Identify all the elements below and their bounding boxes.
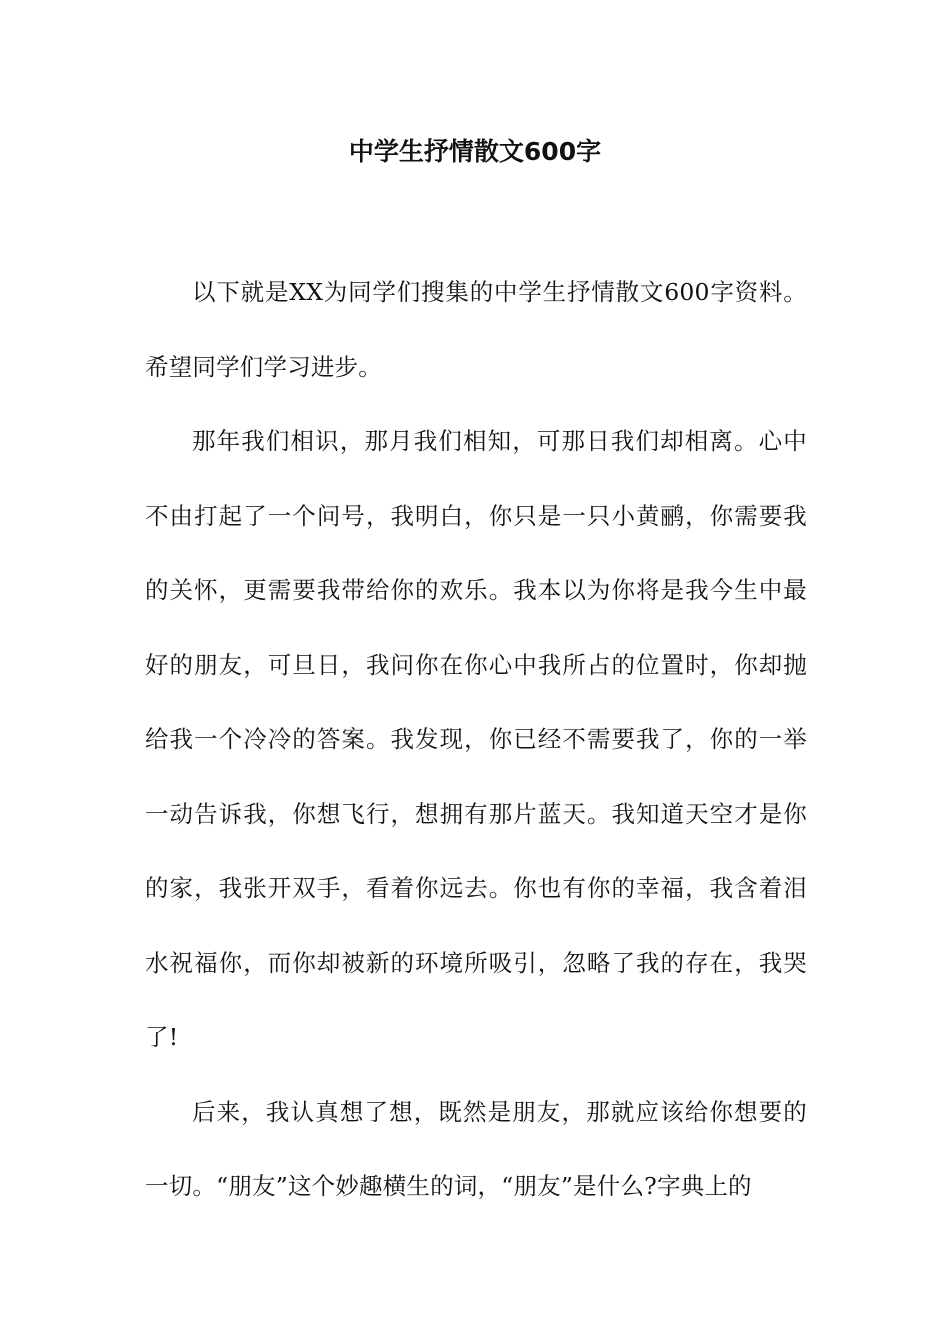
document-title: 中学生抒情散文600字: [348, 137, 602, 166]
paragraph-friendship: 后来，我认真想了想，既然是朋友，那就应该给你想要的一切。“朋友”这个妙趣横生的词，“朋友”是什么?字典上的: [145, 1097, 807, 1200]
document-body: [145, 255, 807, 1224]
paragraph-story: 那年我们相识，那月我们相知，可那日我们却相离。心中不由打起了一个问号，我明白，你只是一只小黄鹂，你需要我的关怀，更需要我带给你的欢乐。我本以为你将是我今生中最好的朋友，可旦日，我问你在你心中我所占的位置时，你却抛给我一个冷冷的答案。我发现，你已经不需要我了，你的一举一动告诉我，你想飞行，想拥有那片蓝天。我知道天空才是你的家，我张开双手，看着你远去。你也有你的幸福，我含着泪水祝福你，而你却被新的环境所吸引，忽略了我的存在，我哭了!: [145, 427, 807, 1051]
paragraph-intro: 以下就是XX为同学们搜集的中学生抒情散文600字资料。希望同学们学习进步。: [145, 278, 807, 381]
